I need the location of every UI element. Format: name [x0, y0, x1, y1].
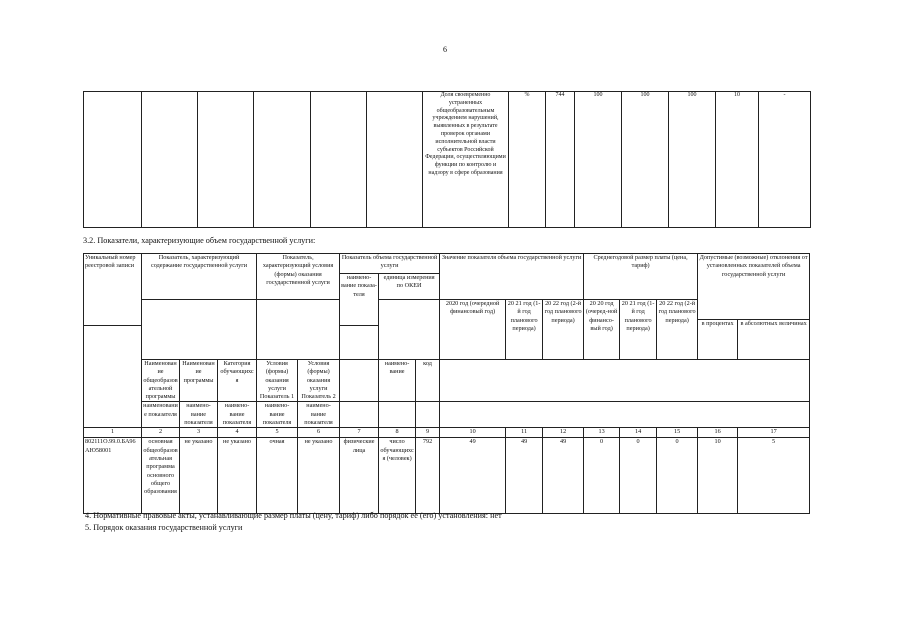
header-content-indicator: Показатель, характеризующий содержание государственной услуги	[142, 254, 257, 300]
empty-cell	[142, 92, 198, 228]
column-number: 9	[416, 428, 440, 438]
header-fee: Среднегодовой размер платы (цена, тариф)	[584, 254, 698, 300]
header-fee-2021: 20 21 год (1-й год планового периода)	[620, 300, 657, 360]
page-number: 6	[443, 45, 447, 54]
header-value-2022: 20 22 год (2-й год планового периода)	[543, 300, 584, 360]
header-value-2020: 2020 год (очередной финансовый год)	[440, 300, 506, 360]
empty-cell	[379, 402, 416, 428]
deviation-percent: 10	[698, 438, 738, 514]
category: не указано	[218, 438, 257, 514]
deviation-percent-cell: 10	[716, 92, 759, 228]
table-row	[84, 92, 811, 228]
column-number: 16	[698, 428, 738, 438]
indicator-name: физические лица	[340, 438, 379, 514]
table-row	[84, 360, 810, 402]
deviation-absolute: 5	[738, 438, 810, 514]
program-name: основная общеобразовательная программа основного общего образования	[142, 438, 180, 514]
header-fee-2022: 20 22 год (2-й год планового периода)	[657, 300, 698, 360]
empty-cell	[340, 360, 379, 402]
subheader-condition-2: Условия (формы) оказания услуги Показатель 2	[298, 360, 340, 402]
empty-cell	[379, 300, 440, 360]
header-unique-number: Уникальный номер реестровой записи	[84, 254, 142, 326]
header-condition-indicator: Показатель, характеризующий условия (формы) оказания государственной услуги	[257, 254, 340, 300]
empty-cell	[311, 92, 367, 228]
column-number: 12	[543, 428, 584, 438]
subheader-condition-1: Условия (формы) оказания услуги Показатель 1	[257, 360, 298, 402]
header-indicator-name: наимено-вание показа-теля	[340, 274, 379, 326]
okei-code-cell: 744	[546, 92, 575, 228]
name-indicator-cell: наименование показателя	[142, 402, 180, 428]
unit-code: 792	[416, 438, 440, 514]
empty-cell	[254, 92, 311, 228]
column-number-row	[84, 428, 810, 438]
registry-number: 802111О.99.0.БА96АЮ58001	[84, 438, 142, 514]
volume-indicator-table	[83, 253, 810, 514]
paragraph-5: 5. Порядок оказания государственной услуги	[85, 523, 243, 532]
subheader-program: Наименование программы	[180, 360, 218, 402]
header-value-2021: 20 21 год (1-й год планового периода)	[506, 300, 543, 360]
header-percent: в процентах	[698, 320, 738, 360]
column-number: 3	[180, 428, 218, 438]
empty-cell	[367, 92, 423, 228]
header-fee-2020: 20 20 год (очеред-ной финансо-вый год)	[584, 300, 620, 360]
condition-2: не указано	[298, 438, 340, 514]
header-volume-indicator: Показатель объема государственной услуги	[340, 254, 440, 274]
program: не указано	[180, 438, 218, 514]
empty-cell	[340, 402, 379, 428]
name-indicator-cell: наимено-вание показателя	[257, 402, 298, 428]
value-2022: 49	[543, 438, 584, 514]
section-title: 3.2. Показатели, характеризующие объем государственной услуги:	[83, 236, 316, 245]
column-number: 2	[142, 428, 180, 438]
form: очная	[257, 438, 298, 514]
subheader-category: Категория обучающихся	[218, 360, 257, 402]
column-number: 7	[340, 428, 379, 438]
value-2021: 49	[506, 438, 543, 514]
column-number: 13	[584, 428, 620, 438]
column-number: 17	[738, 428, 810, 438]
table-row	[84, 438, 810, 514]
table-row	[84, 402, 810, 428]
empty-cell	[198, 92, 254, 228]
empty-cell	[142, 300, 257, 360]
subheader-unit-code: код	[416, 360, 440, 402]
deviation-abs-cell: -	[759, 92, 811, 228]
empty-cell	[84, 326, 142, 428]
paragraph-4: 4. Нормативные правовые акты, устанавливающие размер платы (цену, тариф) либо порядок ее (его) установления: нет	[85, 511, 502, 520]
quality-indicator-table-continued	[83, 91, 811, 228]
empty-cell	[84, 92, 142, 228]
value-2021-cell: 100	[622, 92, 669, 228]
empty-cell	[440, 402, 810, 428]
value-2022-cell: 100	[669, 92, 716, 228]
header-deviation: Допустимые (возможные) отклонения от установленных показателей объема государственной услуги	[698, 254, 810, 320]
column-number: 14	[620, 428, 657, 438]
column-number: 1	[84, 428, 142, 438]
unit-cell: %	[509, 92, 546, 228]
value-2020-cell: 100	[575, 92, 622, 228]
column-number: 4	[218, 428, 257, 438]
header-volume-values: Значение показателя объема государственной услуги	[440, 254, 584, 300]
column-number: 5	[257, 428, 298, 438]
column-number: 11	[506, 428, 543, 438]
name-indicator-cell: наимено-вание показателя	[298, 402, 340, 428]
value-2020: 49	[440, 438, 506, 514]
column-number: 8	[379, 428, 416, 438]
fee-2020: 0	[584, 438, 620, 514]
table-row	[84, 254, 810, 274]
empty-cell	[440, 360, 810, 402]
name-indicator-cell: наимено-вание показателя	[180, 402, 218, 428]
subheader-program-name: Наименование общеобразовательной программы	[143, 360, 178, 401]
column-number: 6	[298, 428, 340, 438]
empty-cell	[416, 402, 440, 428]
fee-2022: 0	[657, 438, 698, 514]
fee-2021: 0	[620, 438, 657, 514]
header-absolute: в абсолютных величинах	[738, 320, 810, 360]
empty-cell	[257, 300, 340, 360]
subheader-unit-name: наимено-вание	[379, 360, 416, 402]
name-indicator-cell: наимено-вание показателя	[218, 402, 257, 428]
indicator-name: Доля своевременно устраненных общеобразовательным учреждением нарушений, выявленных в результате проверок органами исполнительной власти субъектов Российской Федерации, осуществляющими функции по контролю и надзору в сфере образования	[423, 92, 509, 228]
unit-name: число обучающихся (человек)	[379, 438, 416, 514]
column-number: 10	[440, 428, 506, 438]
column-number: 15	[657, 428, 698, 438]
header-unit: единица измерения по ОКЕИ	[379, 274, 440, 300]
